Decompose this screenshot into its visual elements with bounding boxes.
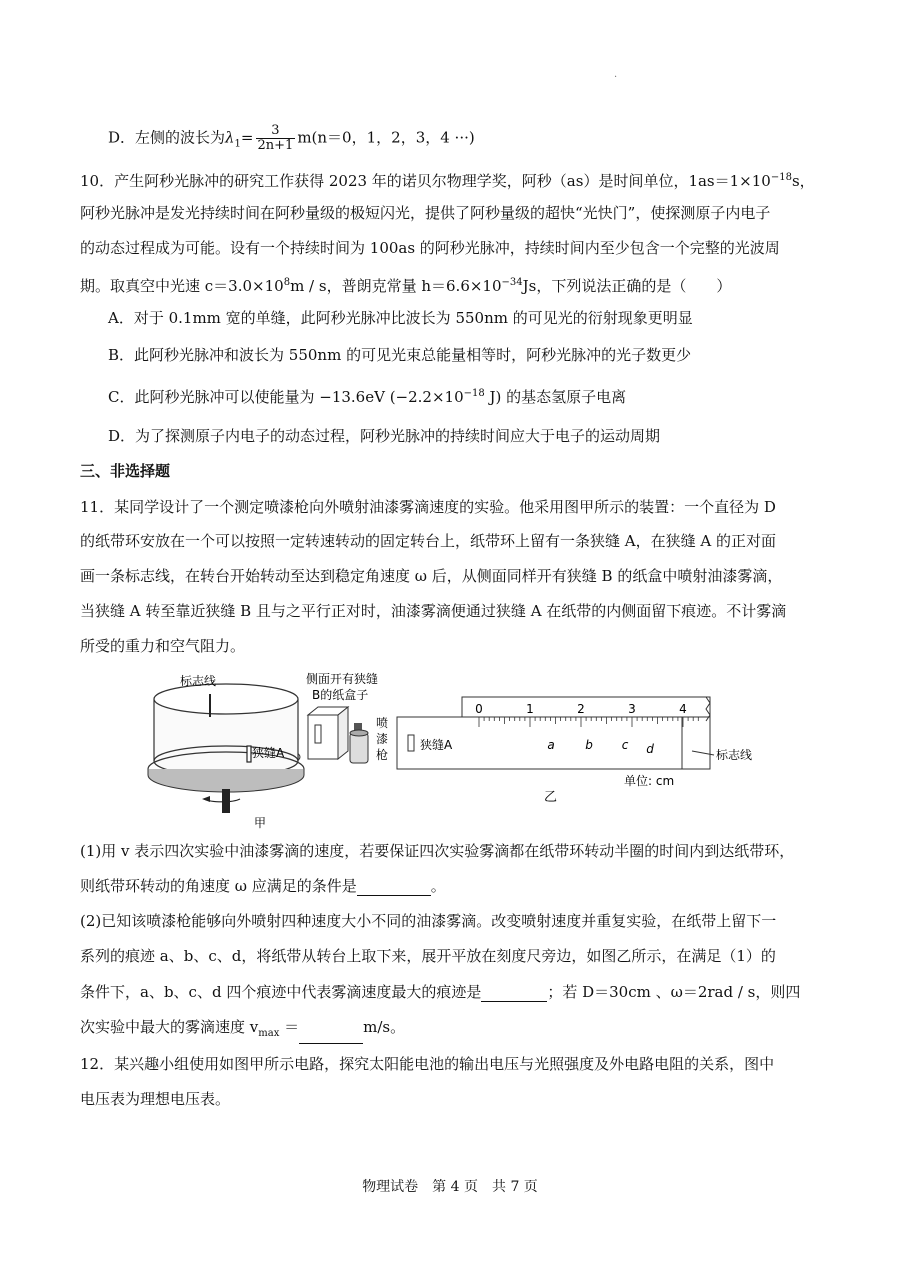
gun-label-3: 枪 [376, 748, 389, 762]
q10-line-1: 10．产生阿秒光脉冲的研究工作获得 2023 年的诺贝尔物理学奖，阿秒（as）是时间单位，$1as=1\times 10^{-18}s$， [80, 172, 815, 190]
q11-line-2: 的纸带环安放在一个可以按照一定转速转动的固定转台上，纸带环上留有一条狭缝 A，在狭缝 A 的正对面 [80, 532, 776, 550]
scan-dot: · [614, 72, 618, 83]
caption-jia: 甲 [254, 816, 267, 830]
q11-part1-line-2: 则纸带环转动的角速度 ω 应满足的条件是 。 [80, 877, 446, 895]
slit-a-label-2: 狭缝A [420, 738, 453, 752]
q11-part1-line-1: (1)用 v 表示四次实验中油漆雾滴的速度，若要保证四次实验雾滴都在纸带环转动半圈的时间内到达纸带环， [80, 842, 795, 860]
q10-line-4: 期。取真空中光速 $c=3.0\times 10^8m / s$，普朗克常量 $h=6.6\times 10^{-34}Js$，下列说法正确的是（ ） [80, 277, 732, 295]
q11-figure [140, 665, 780, 835]
q12-line-1: 12．某兴趣小组使用如图甲所示电路，探究太阳能电池的输出电压与光照强度及外电路电阻的关系，图中 [80, 1055, 775, 1073]
q10-option-a: A．对于 0.1mm 宽的单缝，此阿秒光脉冲比波长为 550nm 的可见光的衍射现象更明显 [108, 309, 693, 327]
answer-blank-3[interactable] [299, 1027, 363, 1044]
q11-line-3: 画一条标志线，在转台开始转动至达到稳定角速度 ω 后，从侧面同样开有狭缝 B 的纸盒中喷射油漆雾滴， [80, 567, 783, 585]
q10-line-3: 的动态过程成为可能。设有一个持续时间为 100as 的阿秒光脉冲，持续时间内至少包含一个完整的光波周 [80, 239, 780, 257]
mark-line-label: 标志线 [180, 674, 217, 688]
q10-line-2: 阿秒光脉冲是发光持续时间在阿秒量级的极短闪光，提供了阿秒量级的超快“光快门”，使探测原子内电子 [80, 204, 771, 222]
gun-label-2: 漆 [376, 732, 389, 746]
caption-yi: 乙 [544, 790, 558, 805]
ruler-label-1: 1 [526, 702, 534, 716]
q10-option-b: B．此阿秒光脉冲和波长为 550nm 的可见光束总能量相等时，阿秒光脉冲的光子数更少 [108, 346, 692, 364]
ruler-diagram [397, 697, 714, 769]
q12-line-2: 电压表为理想电压表。 [80, 1090, 231, 1108]
q9-option-d: D．左侧的波长为$\lambda_1=$ $\frac{3}{2n+1}$ m(n＝0，1，2，3，4 ···) [108, 123, 475, 153]
q11-line-4: 当狭缝 A 转至靠近狭缝 B 且与之平行正对时，油漆雾滴便通过狭缝 A 在纸带的内侧面留下痕迹。不计雾滴 [80, 602, 787, 620]
mark-c: c [621, 738, 629, 752]
ruler-label-3: 3 [628, 702, 636, 716]
paper-box [308, 707, 348, 759]
fraction: $\frac{3}{2n+1}$ [257, 123, 294, 153]
spray-gun [350, 723, 368, 763]
mark-d: d [646, 742, 654, 756]
q11-part2-line-4: 次实验中最大的雾滴速度 $v_{max} = m/s$。 [80, 1017, 405, 1044]
mark-b: b [585, 738, 593, 752]
unit-label: 单位: cm [624, 774, 675, 788]
q10-option-d: D．为了探测原子内电子的动态过程，阿秒光脉冲的持续时间应大于电子的运动周期 [108, 427, 661, 445]
box-label-2: B的纸盒子 [312, 688, 369, 702]
answer-blank-2[interactable] [481, 985, 547, 1002]
answer-blank-1[interactable] [357, 879, 431, 896]
ruler-label-2: 2 [577, 702, 585, 716]
q10-option-c: C．此阿秒光脉冲可以使能量为 −13.6eV ($-2.2\times 10^{-18}$ J) 的基态氢原子电离 [108, 388, 627, 406]
q11-line-1: 11．某同学设计了一个测定喷漆枪向外喷射油漆雾滴速度的实验。他采用图甲所示的装置：一个直径为 D [80, 498, 776, 516]
page-footer: 物理试卷 第 4 页 共 7 页 [362, 1179, 538, 1195]
q11-line-5: 所受的重力和空气阻力。 [80, 637, 246, 655]
q11-part2-line-2: 系列的痕迹 a、b、c、d，将纸带从转台上取下来，展开平放在刻度尺旁边，如图乙所示，在满足（1）的 [80, 947, 776, 965]
box-label-1: 侧面开有狭缝 [306, 672, 379, 686]
gun-label-1: 喷 [376, 716, 389, 730]
q11-part2-line-3: 条件下，a、b、c、d 四个痕迹中代表雾滴速度最大的痕迹是 ；若 D＝30cm 、ω＝2rad / s，则四 [80, 983, 801, 1001]
ruler-label-4: 4 [679, 702, 687, 716]
ruler-label-0: 0 [475, 702, 483, 716]
mark-a: a [547, 738, 555, 752]
section-heading: 三、非选择题 [80, 462, 171, 480]
q11-part2-line-1: (2)已知该喷漆枪能够向外喷射四种速度大小不同的油漆雾滴。改变喷射速度并重复实验，在纸带上留下一 [80, 912, 777, 930]
slit-a-label: 狭缝A [252, 746, 285, 760]
mark-line-label-2: 标志线 [716, 748, 753, 762]
